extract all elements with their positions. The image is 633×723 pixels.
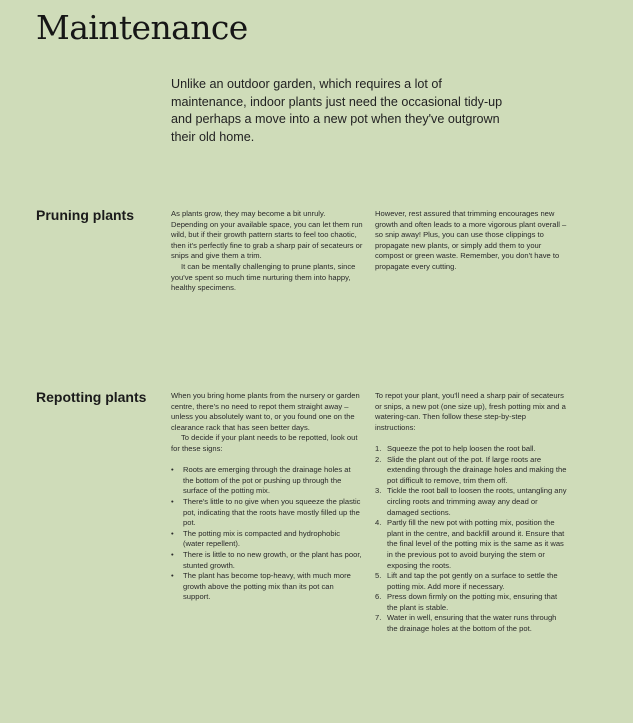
step-list-item [375,613,567,634]
bullet-marker: • [171,528,174,538]
sign-text: Roots are emerging through the drainage holes at the bottom of the pot or pushing up through the surface of the potting mix. [183,465,351,496]
step-text: Tickle the root ball to loosen the roots, untangling any circling roots and trimming away any dead or damaged sections. [387,486,567,517]
bullet-marker: • [171,571,174,581]
pruning-paragraph-3: However, rest assured that trimming encourages new growth and often leads to a more vigorous plant overall – so snip away! Plus, you can use those clippings to propagate new plants, or simply add them to your compost or green waste. Remember, you don't have to propagate every cutting. [375,209,567,271]
step-list-item [375,455,567,487]
sign-text: There's little to no give when you squeeze the plastic pot, indicating that the roots have mostly filled up the pot. [183,496,361,528]
repotting-paragraph-1: When you bring home plants from the nursery or garden centre, there's no need to repot them straight away – unless you absolutely want to, or you found one on the clearance rack that has seen better days. [171,391,360,432]
step-list-item [375,518,567,571]
bullet-marker: • [171,549,174,559]
step-number: 2. [375,454,382,464]
step-number: 1. [375,443,382,453]
sign-list-item [171,465,363,497]
bullet-marker: • [171,496,174,506]
step-text: Water in well, ensuring that the water runs through the drainage holes at the bottom of the pot. [387,613,557,634]
sign-list-item [171,550,363,571]
pruning-heading: Pruning plants [36,207,134,223]
sign-text: The plant has become top-heavy, with much more growth above the potting mix than its pot can support. [183,571,351,602]
repotting-column-left [171,391,363,603]
pruning-column-right [375,209,567,273]
step-number: 6. [375,592,382,602]
step-number: 3. [375,486,382,496]
repotting-signs-list [171,465,363,603]
pruning-column-left [171,209,363,294]
step-list-item [375,486,567,518]
step-list-item [375,592,567,613]
sign-text: The potting mix is compacted and hydrophobic (water repellent). [183,528,341,549]
sign-list-item [171,497,363,529]
step-number: 7. [375,613,382,623]
page-title: Maintenance [36,8,248,47]
sign-list-item [171,571,363,603]
step-list-item [375,571,567,592]
step-number: 5. [375,571,382,581]
intro-paragraph: Unlike an outdoor garden, which requires a lot of maintenance, indoor plants just need the occasional tidy-up and perhaps a move into a new pot when they've outgrown their old home. [171,77,503,144]
repotting-heading: Repotting plants [36,389,147,405]
repotting-paragraph-3: To repot your plant, you'll need a sharp pair of secateurs or snips, a new pot (one size up), fresh potting mix and a watering-can. Then follow these step-by-step instructions: [375,391,566,432]
pruning-paragraph-2: It can be mentally challenging to prune plants, since you've spent so much time nurturing them into happy, healthy specimens. [171,261,356,293]
step-text: Partly fill the new pot with potting mix, position the plant in the centre, and backfill around it. Ensure that the final level of the potting mix is the same as it was in the previous pot to avoid burying the stem or exposing the roots. [387,518,565,570]
step-number: 4. [375,518,382,528]
step-text: Press down firmly on the potting mix, ensuring that the plant is stable. [387,592,558,612]
step-text: Slide the plant out of the pot. If large roots are extending through the drainage holes and making the pot difficult to remove, trim them off. [387,454,567,485]
sign-text: There is little to no new growth, or the plant has poor, stunted growth. [183,549,362,570]
bullet-marker: • [171,465,174,475]
repotting-paragraph-2: To decide if your plant needs to be repotted, look out for these signs: [171,433,358,453]
step-text: Lift and tap the pot gently on a surface to settle the potting mix. Add more if necessary. [387,571,558,591]
repotting-column-right [375,391,567,635]
step-list-item [375,444,567,455]
sign-list-item [171,529,363,550]
pruning-paragraph-1: As plants grow, they may become a bit unruly. Depending on your available space, you can let them run wild, but if their growth pattern starts to feel too chaotic, then it's perfectly fine to grab a sharp pair of secateurs or snips and give them a trim. [171,209,363,261]
step-text: Squeeze the pot to help loosen the root ball. [387,443,536,453]
repotting-steps-list [375,444,567,635]
